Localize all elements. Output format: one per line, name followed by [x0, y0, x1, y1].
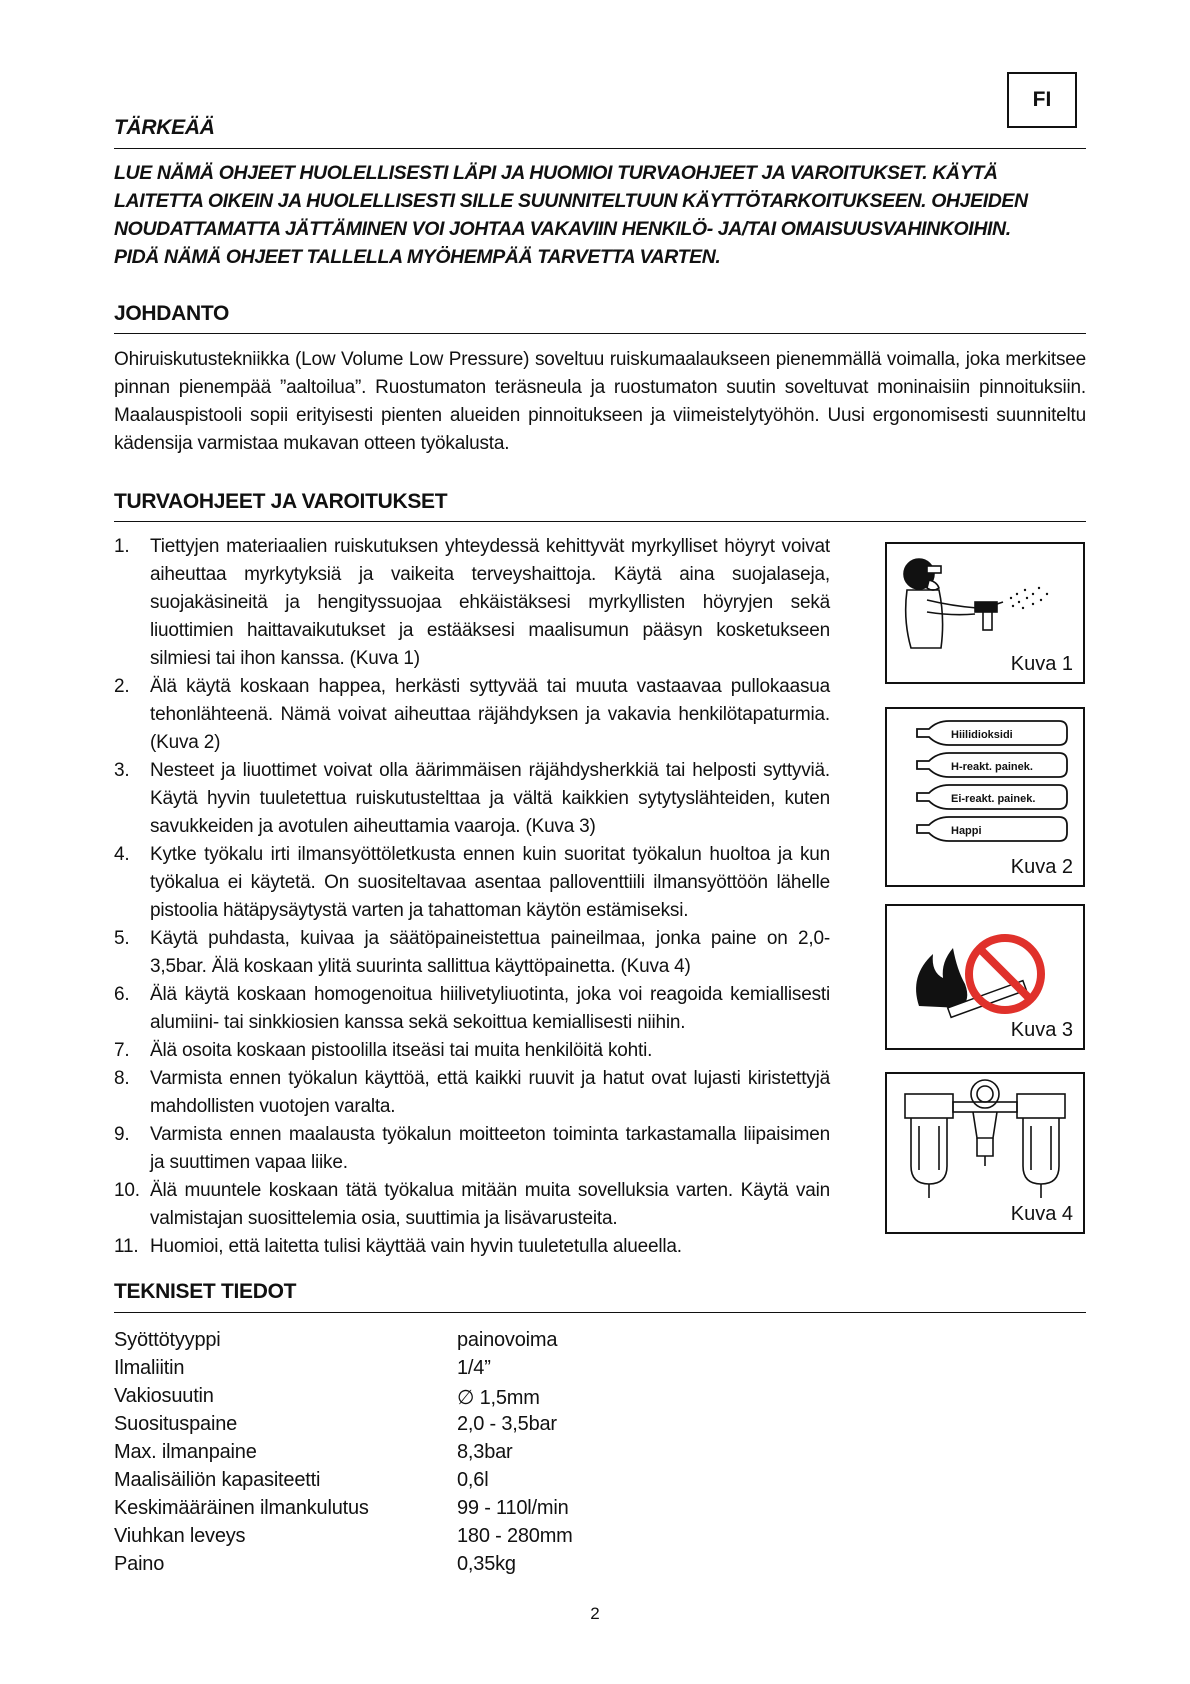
- safety-item: 8. Varmista ennen työkalun käyttöä, että kaikki ruuvit ja hatut ovat lujasti kiristettyjä mahdollisten vuotojen varalta.: [114, 1068, 830, 1117]
- bottle-label: Ei-reakt. painek.: [951, 793, 1036, 805]
- figure-kuva-2: [885, 707, 1085, 887]
- safety-item: 11. Huomioi, että laitetta tulisi käyttää vain hyvin tuuletetulla alueella.: [114, 1236, 682, 1257]
- safety-item: 4. Kytke työkalu irti ilmansyöttöletkusta ennen kuin suoritat työkalun huoltoa ja kun työkalua ei käytetä. On suositeltavaa asentaa palloventtiili ilmansyöttöön lähelle pistoolia hätäpysäytystä varten ja tahattoman käytön estämiseksi.: [114, 844, 830, 921]
- safety-item: 5. Käytä puhdasta, kuivaa ja säätöpaineistettua paineilmaa, jonka paine on 2,0-3,5bar. Älä koskaan ylitä suurinta sallittua käyttöpainetta. (Kuva 4): [114, 928, 830, 977]
- important-warning: [114, 159, 1094, 271]
- bottle-label: H-reakt. painek.: [951, 761, 1033, 773]
- safety-item: 9. Varmista ennen maalausta työkalun moitteeton toiminta tarkastamalla liipaisimen ja suuttimen vapaa liike.: [114, 1124, 830, 1173]
- figure-caption: Kuva 2: [1010, 856, 1073, 878]
- figure-caption: Kuva 1: [1010, 653, 1073, 675]
- table-row: Suosituspaine 2,0 - 3,5bar: [114, 1413, 557, 1435]
- safety-item: 1. Tiettyjen materiaalien ruiskutuksen yhteydessä kehittyvät myrkylliset höyryt voivat aiheuttaa myrkytyksiä ja vaikeita terveyshaittoja. Käytä aina suojalaseja, suojakäsineitä ja hengityssuojaa ehkäistäksesi myrkyllisten höyryjen sekä liuottimien haittavaikutukset ja estääksesi maalisumun pääsyn kosketukseen silmiesi tai ihon kanssa. (Kuva 1): [114, 536, 830, 669]
- important-title: TÄRKEÄÄ: [114, 116, 215, 139]
- bottle-label: Hiilidioksidi: [951, 729, 1013, 741]
- page-number: 2: [590, 1604, 600, 1623]
- table-row: Keskimääräinen ilmankulutus 99 - 110l/min: [114, 1497, 569, 1519]
- table-row: Max. ilmanpaine 8,3bar: [114, 1441, 513, 1463]
- safety-item: 3. Nesteet ja liuottimet voivat olla äärimmäisen räjähdysherkkiä tai helposti syttyviä. Käytä hyvin tuuletettua ruiskutustelttaa ja vältä kaikkien sytytyslähteiden, kuten savukkeiden ja avotulen aiheuttamia vaaroja. (Kuva 3): [114, 760, 830, 837]
- warning-line: LUE NÄMÄ OHJEET HUOLELLISESTI LÄPI JA HUOMIOI TURVAOHJEET JA VAROITUKSET. KÄYTÄ: [114, 162, 998, 184]
- intro-title: JOHDANTO: [114, 302, 230, 325]
- table-row: Ilmaliitin 1/4”: [114, 1357, 491, 1379]
- safety-item: 10. Älä muuntele koskaan tätä työkalua mitään muita sovelluksia varten. Käytä vain valmistajan suosittelemia osia, suuttimia ja lisävarusteita.: [114, 1180, 830, 1229]
- safety-list: [114, 533, 830, 1261]
- bottle-label: Happi: [951, 825, 982, 837]
- figure-kuva-4: [885, 1072, 1085, 1234]
- warning-line: LAITETTA OIKEIN JA HUOLELLISESTI SILLE SUUNNITELTUUN KÄYTTÖTARKOITUKSEEN. OHJEIDEN: [114, 190, 1028, 212]
- table-row: Maalisäiliön kapasiteetti 0,6l: [114, 1469, 489, 1491]
- figure-caption: Kuva 3: [1010, 1019, 1073, 1041]
- table-row: Vakiosuutin ∅ 1,5mm: [114, 1385, 540, 1409]
- table-row: Paino 0,35kg: [114, 1553, 516, 1575]
- divider: [114, 333, 1086, 334]
- divider: [114, 1312, 1086, 1313]
- language-badge: FI: [1007, 72, 1077, 128]
- safety-item: 6. Älä käytä koskaan homogenoitua hiilivetyliuotinta, joka voi reagoida kemiallisesti alumiini- tai sinkkiosien kanssa sekä sekoittua kemiallisesti niihin.: [114, 984, 830, 1033]
- warning-line: PIDÄ NÄMÄ OHJEET TALLELLA MYÖHEMPÄÄ TARVETTA VARTEN.: [114, 246, 721, 268]
- safety-item: 2. Älä käytä koskaan happea, herkästi syttyvää tai muuta vastaavaa pullokaasua tehonlähteenä. Nämä voivat aiheuttaa räjähdyksen ja vakavia henkilötapaturmia. (Kuva 2): [114, 676, 830, 753]
- safety-item: 7. Älä osoita koskaan pistoolilla itseäsi tai muita henkilöitä kohti.: [114, 1040, 653, 1061]
- warning-line: NOUDATTAMATTA JÄTTÄMINEN VOI JOHTAA VAKAVIIN HENKILÖ- JA/TAI OMAISUUSVAHINKOIHIN.: [114, 218, 1011, 240]
- table-row: Syöttötyyppi painovoima: [114, 1329, 558, 1351]
- specs-title: TEKNISET TIEDOT: [114, 1280, 297, 1303]
- figure-kuva-1: [885, 542, 1085, 684]
- divider: [114, 148, 1086, 149]
- table-row: Viuhkan leveys 180 - 280mm: [114, 1525, 573, 1547]
- specs-table: [114, 1329, 573, 1581]
- figure-caption: Kuva 4: [1010, 1203, 1073, 1225]
- intro-paragraph: Ohiruiskutustekniikka (Low Volume Low Pressure) soveltuu ruiskumaalaukseen pienemmällä voimalla, joka merkitsee pinnan pienempää ”aaltoilua”. Ruostumaton teräsneula ja ruostumaton suutin soveltuvat moninaisiin pinnoituksiin. Maalauspistooli sopii erityisesti pienten alueiden pinnoitukseen ja viimeistelytyöhön. Uusi ergonomisesti suunniteltu kädensija varmistaa mukavan otteen työkalusta.: [114, 349, 1086, 454]
- divider: [114, 521, 1086, 522]
- figure-kuva-3: [885, 904, 1085, 1050]
- safety-title: TURVAOHJEET JA VAROITUKSET: [114, 490, 448, 513]
